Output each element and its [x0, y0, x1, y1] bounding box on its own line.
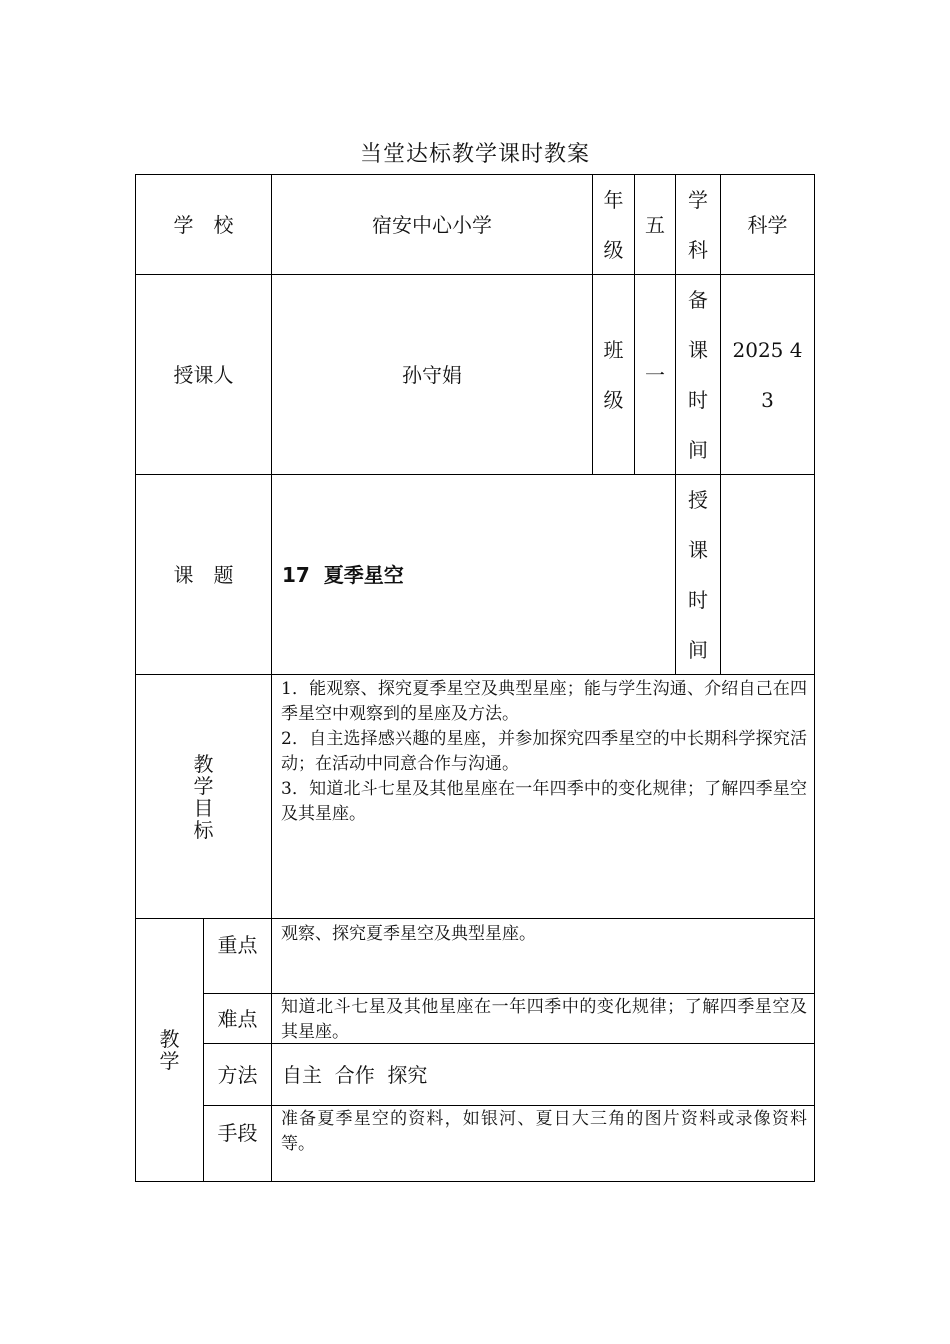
- goal-item-2: 2．自主选择感兴趣的星座，并参加探究四季星空的中长期科学探究活动；在活动中同意合作与沟通。: [281, 729, 807, 774]
- teacher-value: 孙守娟: [402, 362, 462, 387]
- difficulty-label: 难点: [217, 1006, 258, 1031]
- prep-time-value: 2025 4 3: [732, 337, 803, 412]
- subject-label: 学 科: [688, 187, 708, 262]
- teach-time-label: 授 课 时 间: [688, 487, 708, 662]
- method-label: 方法: [217, 1062, 258, 1087]
- subject-value: 科学: [747, 212, 788, 237]
- grade-value: 五: [645, 212, 665, 237]
- method-value: 自主 合作 探究: [282, 1062, 428, 1087]
- school-value: 宿安中心小学: [372, 212, 492, 237]
- teacher-label: 授课人: [173, 362, 234, 387]
- goals-label: 教 学 目 标: [193, 751, 214, 842]
- class-value: 一: [645, 362, 665, 387]
- prep-time-label: 备 课 时 间: [688, 287, 708, 462]
- key-point-value: 观察、探究夏季星空及典型星座。: [281, 924, 536, 944]
- teaching-label: 教 学: [159, 1027, 180, 1073]
- grade-label: 年 级: [603, 187, 624, 262]
- document-title: 当堂达标教学课时教案: [359, 142, 590, 167]
- difficulty-value: 知道北斗七星及其他星座在一年四季中的变化规律；了解四季星空及其星座。: [281, 997, 807, 1042]
- means-label: 手段: [217, 1121, 258, 1145]
- goal-item-3: 3．知道北斗七星及其他星座在一年四季中的变化规律；了解四季星空及其星座。: [281, 779, 807, 824]
- school-label: 学 校: [173, 212, 234, 237]
- means-value: 准备夏季星空的资料，如银河、夏日大三角的图片资料或录像资料等。: [281, 1109, 807, 1154]
- topic-value: 17 夏季星空: [282, 562, 404, 587]
- topic-label: 课 题: [173, 562, 234, 587]
- teach-time-value: [721, 475, 814, 674]
- goals-list: [281, 677, 807, 827]
- key-point-label: 重点: [217, 933, 258, 957]
- class-label: 班 级: [603, 337, 624, 412]
- goal-item-1: 1．能观察、探究夏季星空及典型星座；能与学生沟通、介绍自己在四季星空中观察到的星座及方法。: [281, 679, 807, 724]
